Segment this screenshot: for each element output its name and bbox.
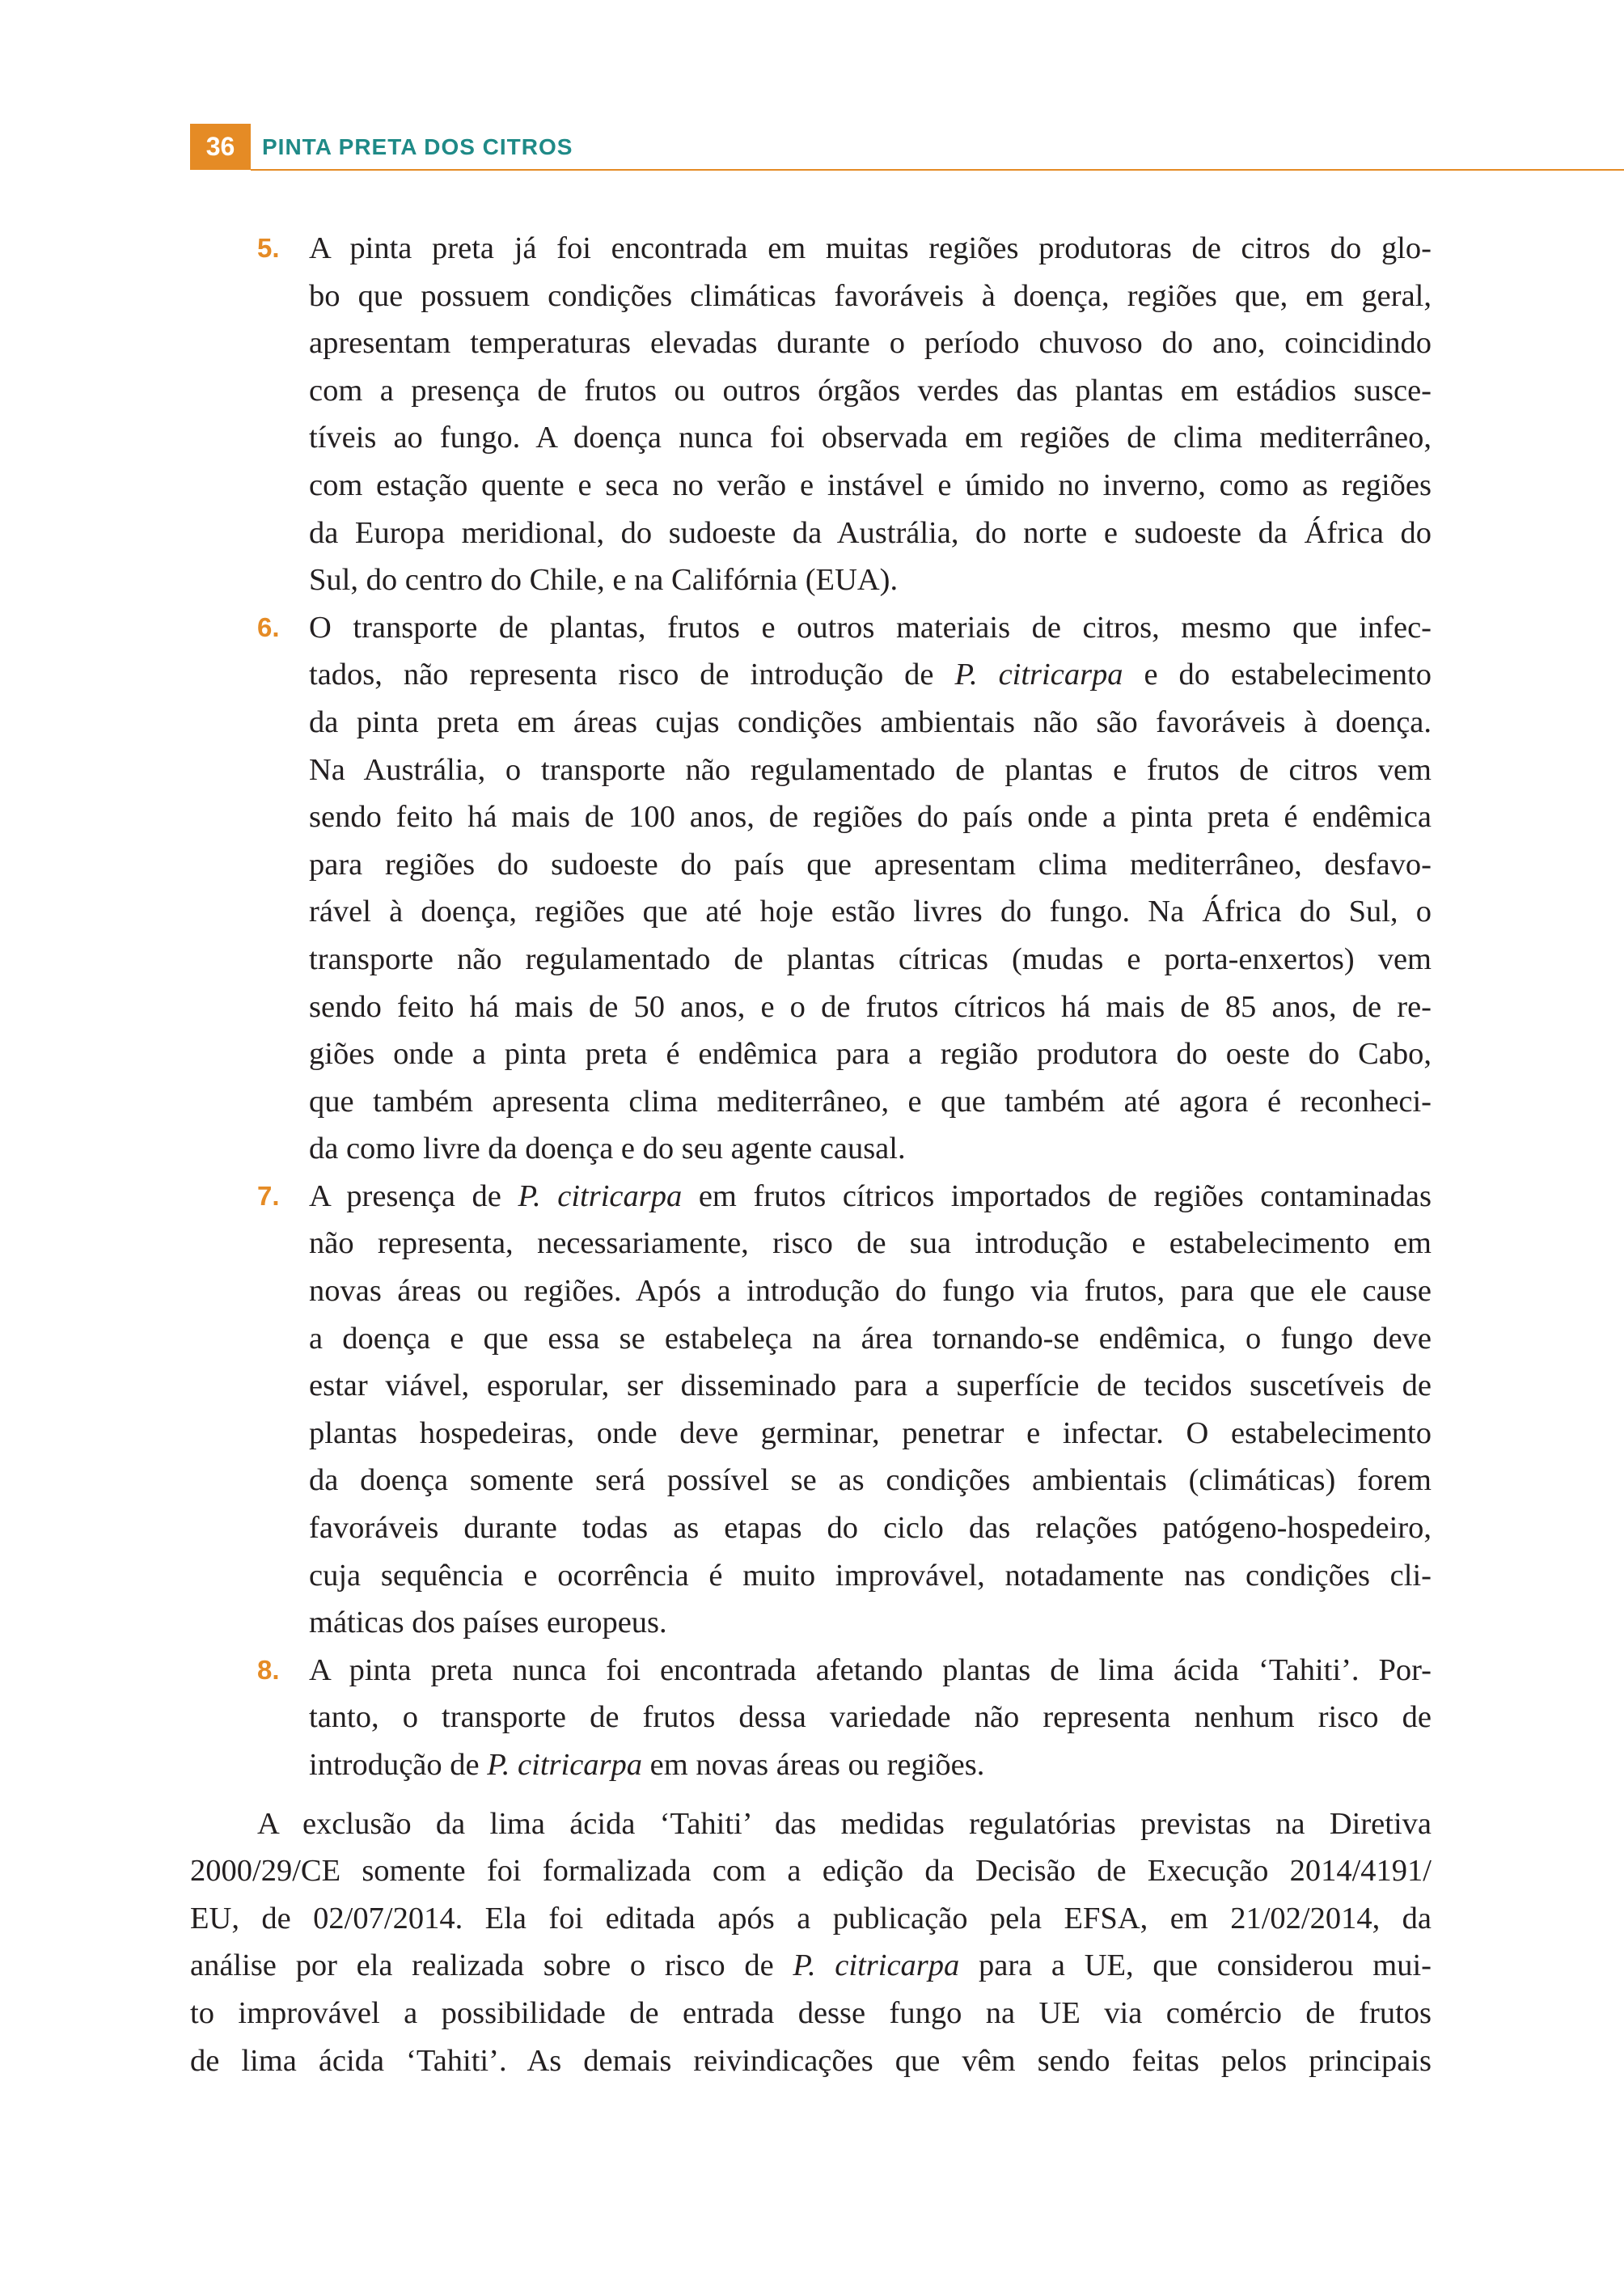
text-line: A exclusão da lima ácida ‘Tahiti’ das medidas regulatórias previstas na Diretiva <box>257 1806 1432 1841</box>
item-number: 5. <box>257 233 280 263</box>
item-number: 6. <box>257 611 280 642</box>
text-line: sendo feito há mais de 100 anos, de regiões do país onde a pinta preta é endêmica <box>309 800 1432 835</box>
text-line: análise por ela realizada sobre o risco de P. citricarpa para a UE, que considerou mui- <box>190 1948 1432 1983</box>
list-item-6 <box>190 604 1432 1173</box>
text-line: a doença e que essa se estabeleça na área tornando-se endêmica, o fungo deve <box>309 1321 1432 1356</box>
text-line: rável à doença, regiões que até hoje estão livres do fungo. Na África do Sul, o <box>309 895 1432 929</box>
text-line: estar viável, esporular, ser disseminado para a superfície de tecidos suscetíveis de <box>309 1369 1432 1403</box>
text-line: favoráveis durante todas as etapas do ciclo das relações patógeno-hospedeiro, <box>309 1511 1432 1546</box>
item-number: 7. <box>257 1180 280 1211</box>
text-line: da Europa meridional, do sudoeste da Austrália, do norte e sudoeste da África do <box>309 515 1432 550</box>
text-line: Sul, do centro do Chile, e na Califórnia (EUA). <box>309 563 899 598</box>
text-line: sendo feito há mais de 50 anos, e o de frutos cítricos há mais de 85 anos, de re- <box>309 989 1432 1024</box>
text-line: com a presença de frutos ou outros órgãos verdes das plantas em estádios susce- <box>309 373 1432 408</box>
body-paragraph <box>190 1800 1432 2085</box>
text-line: máticas dos países europeus. <box>309 1606 667 1640</box>
item-number: 8. <box>257 1654 280 1685</box>
text-line: EU, de 02/07/2014. Ela foi editada após a publicação pela EFSA, em 21/02/2014, da <box>190 1901 1432 1936</box>
text-line: tanto, o transporte de frutos dessa variedade não representa nenhum risco de <box>309 1700 1432 1735</box>
page-number: 36 <box>190 124 251 170</box>
text-line: não representa, necessariamente, risco de sua introdução e estabelecimento em <box>309 1226 1432 1261</box>
text-line: de lima ácida ‘Tahiti’. As demais reivindicações que vêm sendo feitas pelos principais <box>190 2043 1432 2078</box>
list-item-5 <box>190 225 1432 604</box>
text-line: tíveis ao fungo. A doença nunca foi observada em regiões de clima mediterrâneo, <box>309 421 1432 455</box>
text-line: 2000/29/CE somente foi formalizada com a edição da Decisão de Execução 2014/4191/ <box>190 1854 1432 1889</box>
text-line: transporte não regulamentado de plantas cítricas (mudas e porta-enxertos) vem <box>309 941 1432 976</box>
text-line: bo que possuem condições climáticas favoráveis à doença, regiões que, em geral, <box>309 278 1432 313</box>
text-line: da doença somente será possível se as condições ambientais (climáticas) forem <box>309 1463 1432 1498</box>
text-line: plantas hospedeiras, onde deve germinar, penetrar e infectar. O estabelecimento <box>309 1415 1432 1450</box>
list-item-8 <box>190 1647 1432 1789</box>
text-line: Na Austrália, o transporte não regulamentado de plantas e frutos de citros vem <box>309 752 1432 787</box>
text-line: com estação quente e seca no verão e instável e úmido no inverno, como as regiões <box>309 467 1432 502</box>
running-title: PINTA PRETA DOS CITROS <box>262 134 573 159</box>
text-line: que também apresenta clima mediterrâneo, e que também até agora é reconheci- <box>309 1084 1432 1119</box>
text-line: introdução de P. citricarpa em novas áreas ou regiões. <box>309 1748 985 1782</box>
text-line: cuja sequência e ocorrência é muito improvável, notadamente nas condições cli- <box>309 1558 1432 1593</box>
running-header <box>190 124 1624 172</box>
text-line: to improvável a possibilidade de entrada desse fungo na UE via comércio de frutos <box>190 1995 1432 2030</box>
numbered-list <box>190 225 1432 1789</box>
text-line: tados, não representa risco de introdução de P. citricarpa e do estabelecimento <box>309 658 1432 692</box>
body-text <box>190 225 1432 2084</box>
text-line: novas áreas ou regiões. Após a introdução do fungo via frutos, para que ele cause <box>309 1274 1432 1309</box>
header-rule <box>251 169 1624 171</box>
text-line: A presença de P. citricarpa em frutos cítricos importados de regiões contaminadas <box>309 1178 1432 1213</box>
text-line: A pinta preta nunca foi encontrada afetando plantas de lima ácida ‘Tahiti’. Por- <box>309 1652 1432 1687</box>
text-line: para regiões do sudoeste do país que apresentam clima mediterrâneo, desfavo- <box>309 847 1432 882</box>
list-item-7 <box>190 1173 1432 1647</box>
text-line: O transporte de plantas, frutos e outros materiais de citros, mesmo que infec- <box>309 610 1432 645</box>
text-line: da como livre da doença e do seu agente causal. <box>309 1132 906 1166</box>
text-line: da pinta preta em áreas cujas condições ambientais não são favoráveis à doença. <box>309 704 1432 739</box>
text-line: giões onde a pinta preta é endêmica para a região produtora do oeste do Cabo, <box>309 1037 1432 1072</box>
text-line: A pinta preta já foi encontrada em muitas regiões produtoras de citros do glo- <box>309 231 1432 265</box>
text-line: apresentam temperaturas elevadas durante o período chuvoso do ano, coincidindo <box>309 326 1432 361</box>
